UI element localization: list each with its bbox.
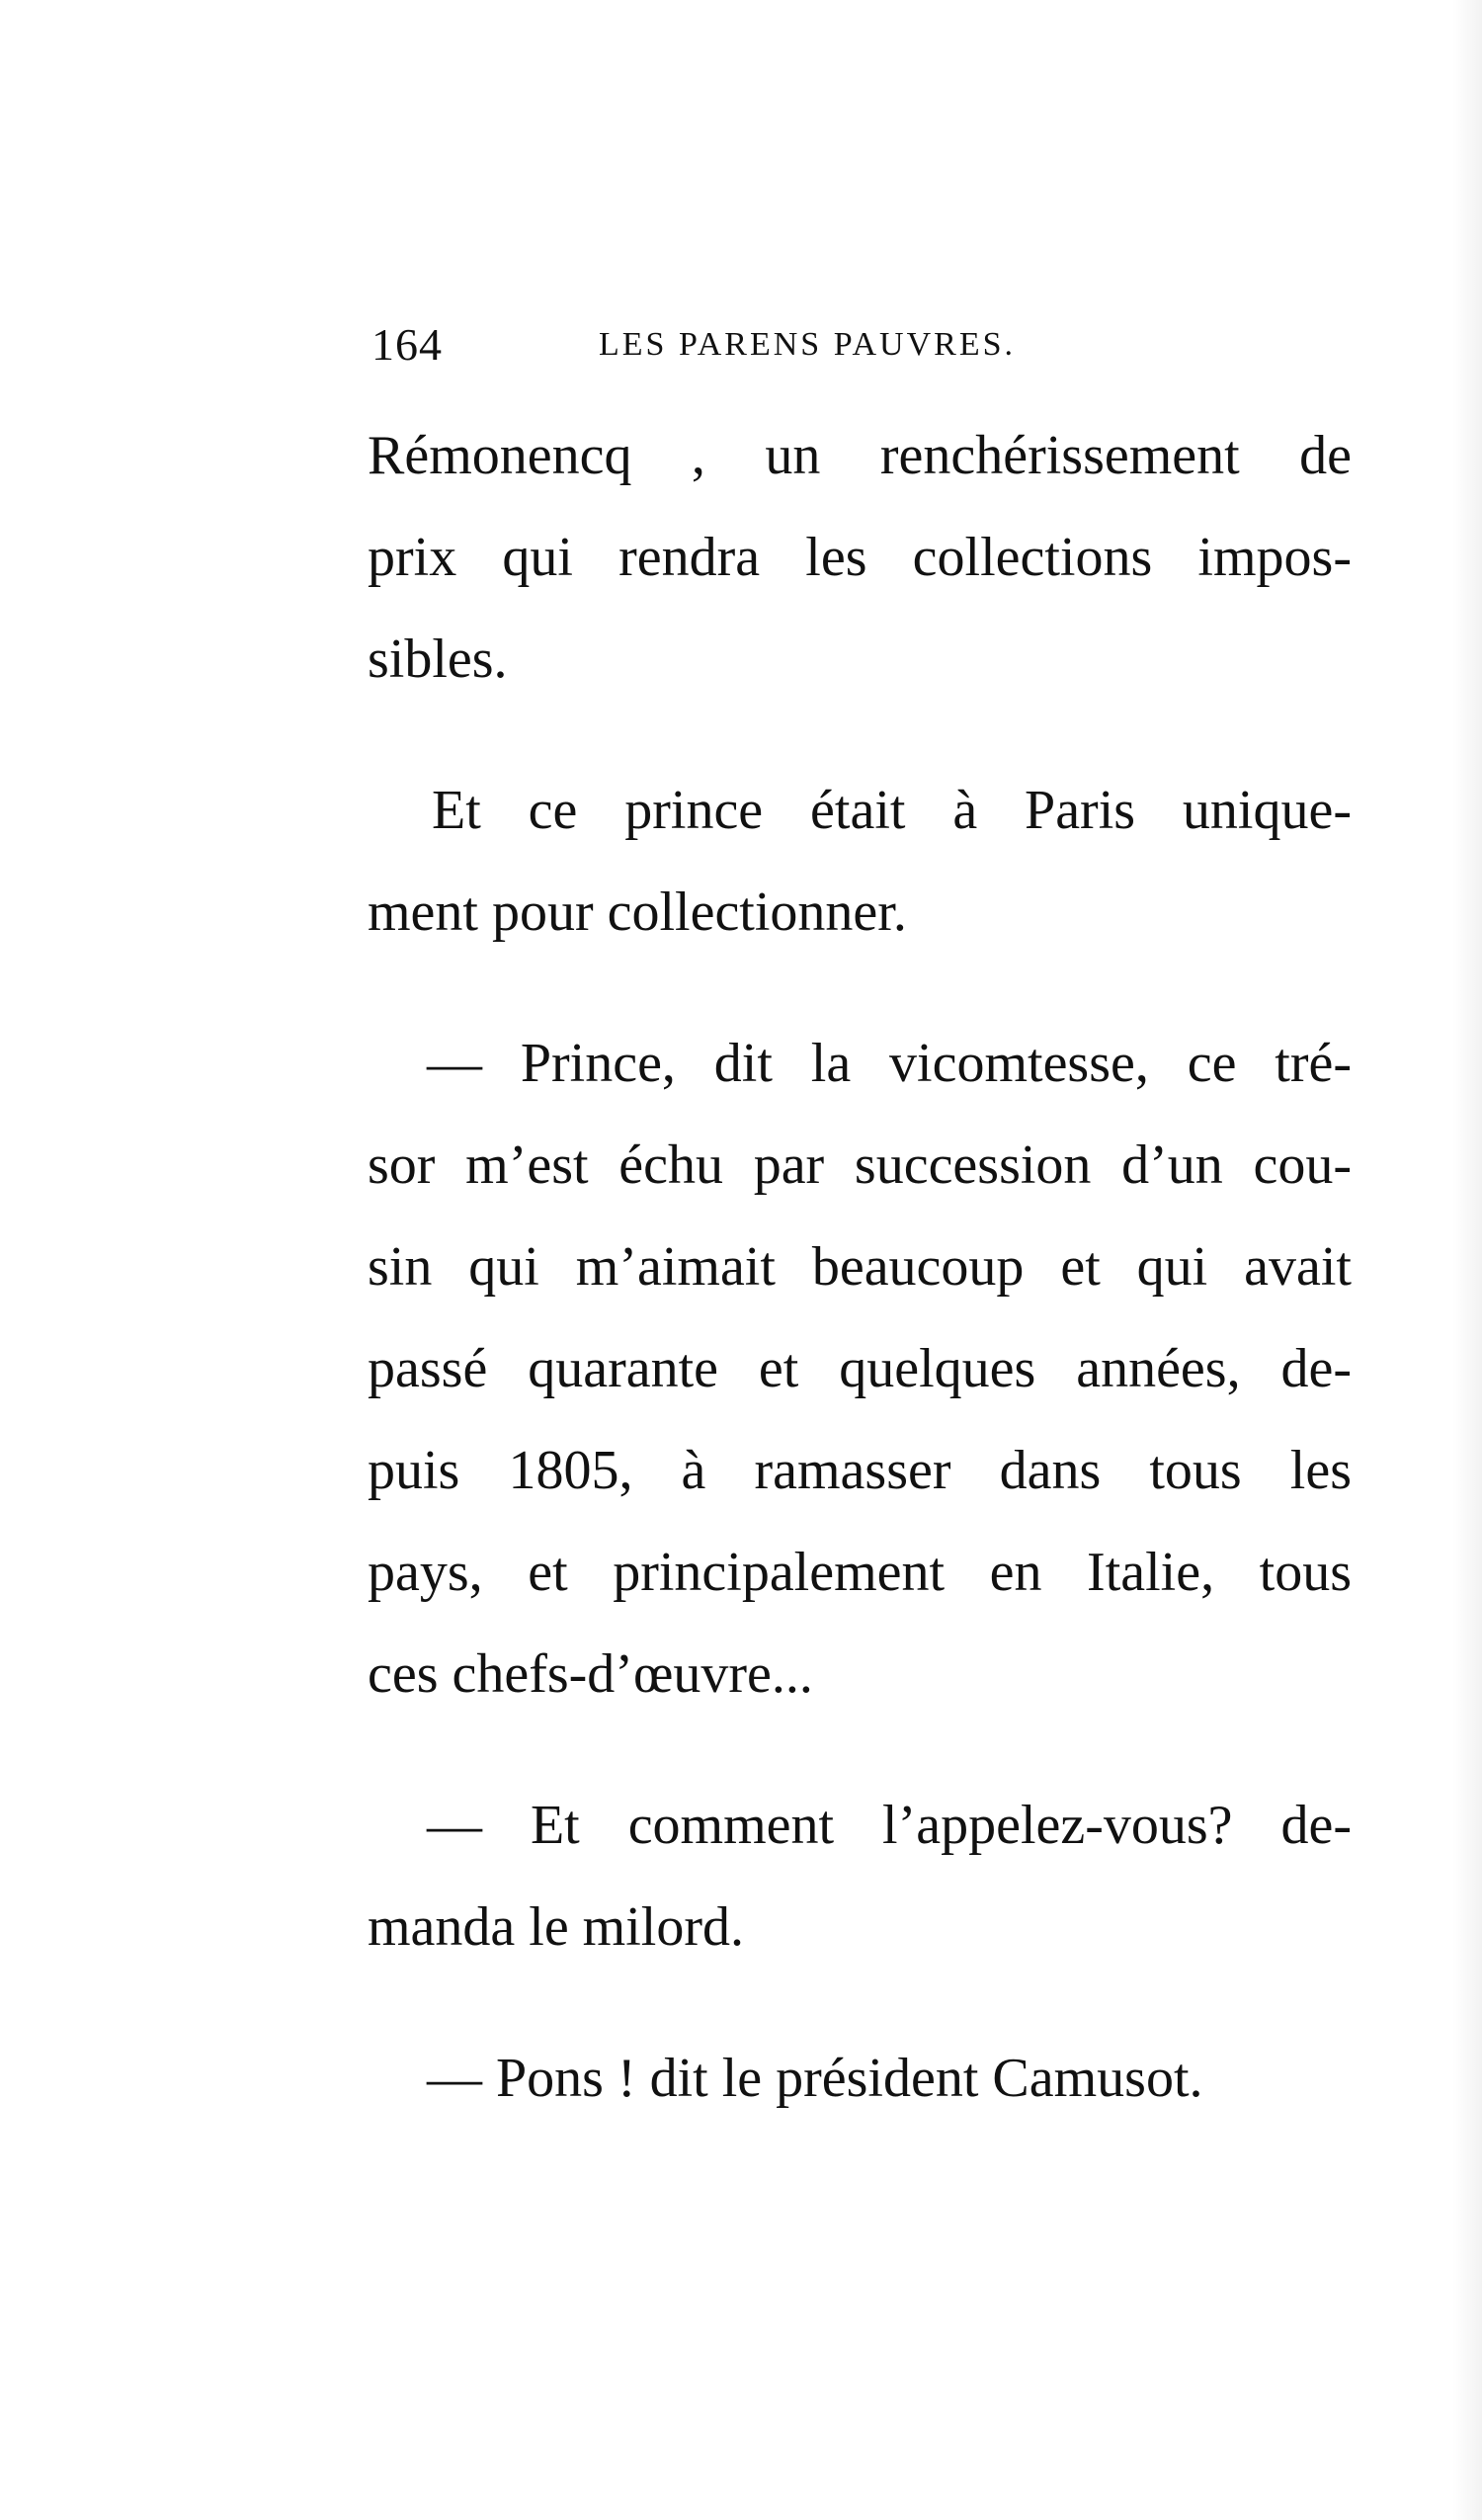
body-text	[368, 405, 1352, 2130]
paragraph	[368, 405, 1352, 711]
text-line: prix qui rendra les collections impos-	[368, 527, 1352, 588]
text-line: puis 1805, à ramasser dans tous les	[368, 1440, 1352, 1501]
paragraph-spacer	[368, 964, 1352, 1013]
paragraph	[368, 1775, 1352, 1978]
page-header	[371, 318, 1359, 378]
text-line: ment pour collectionner.	[368, 882, 907, 943]
paragraph	[368, 2028, 1352, 2130]
text-line: sibles.	[368, 629, 508, 690]
paragraph-spacer	[368, 1725, 1352, 1775]
text-line: manda le milord.	[368, 1896, 745, 1958]
page-number: 164	[371, 319, 443, 370]
paragraph	[368, 1013, 1352, 1725]
text-line: — Prince, dit la vicomtesse, ce tré-	[427, 1033, 1352, 1094]
paragraph	[368, 760, 1352, 964]
text-line: sin qui m’aimait beaucoup et qui avait	[368, 1236, 1352, 1298]
paragraph-spacer	[368, 1978, 1352, 2028]
text-line: Et ce prince était à Paris unique-	[432, 780, 1352, 841]
text-line: ces chefs-d’œuvre...	[368, 1643, 813, 1705]
page-edge-shadow	[1452, 0, 1482, 2520]
running-head: LES PARENS PAUVRES.	[599, 326, 1017, 363]
text-line: Rémonencq , un renchérissement de	[368, 425, 1352, 486]
text-line: passé quarante et quelques années, de-	[368, 1338, 1352, 1399]
text-line: — Pons ! dit le président Camusot.	[427, 2048, 1203, 2109]
text-line: sor m’est échu par succession d’un cou-	[368, 1134, 1352, 1196]
text-line: pays, et principalement en Italie, tous	[368, 1542, 1352, 1603]
text-line: — Et comment l’appelez-vous? de-	[427, 1795, 1352, 1856]
paragraph-spacer	[368, 711, 1352, 760]
